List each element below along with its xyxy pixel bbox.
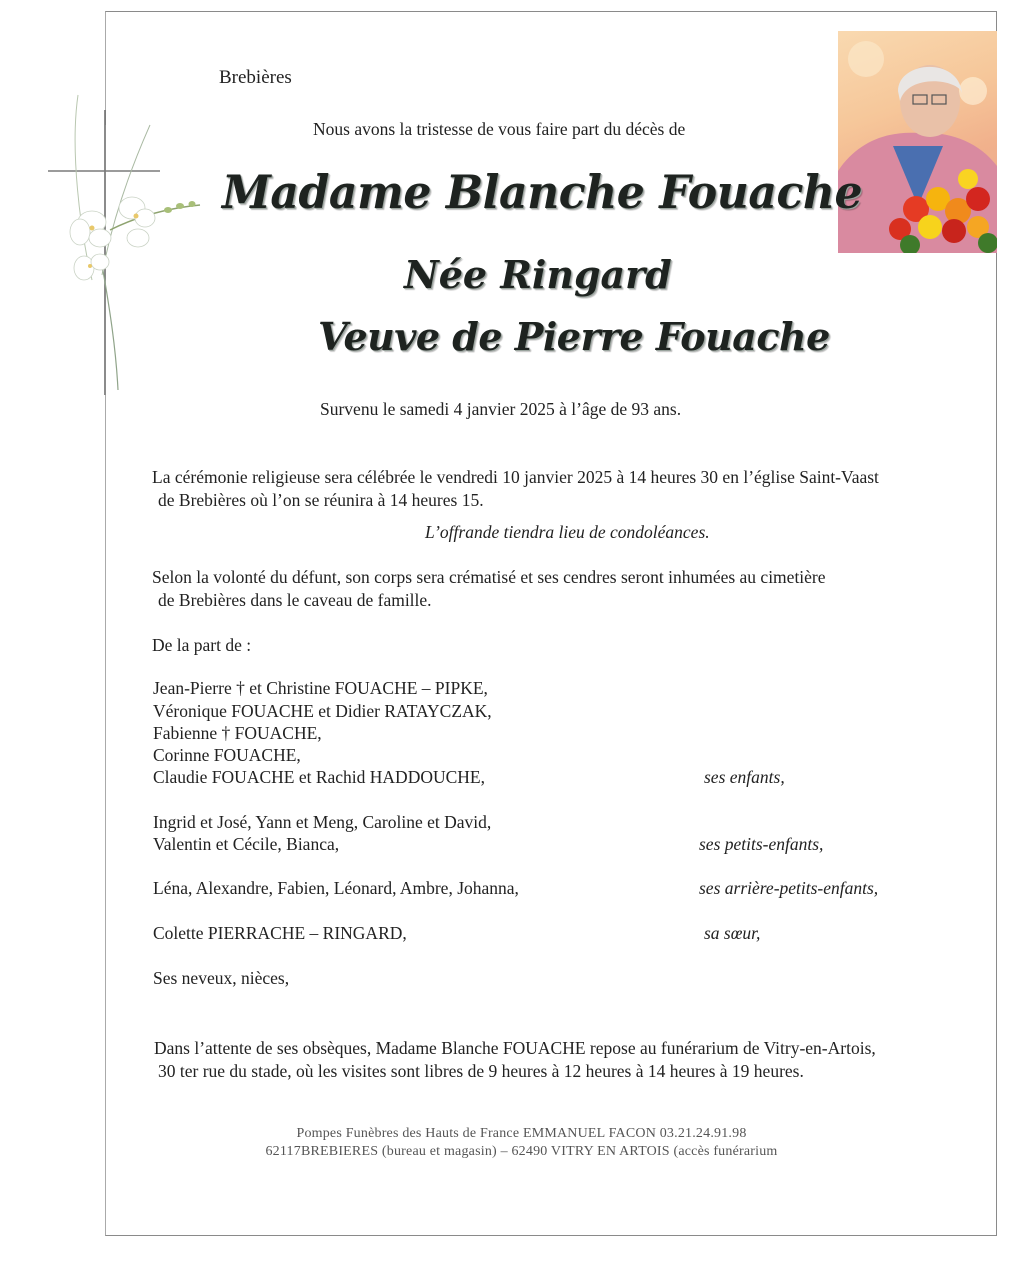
funeral-home-line-1: Pompes Funèbres des Hauts de France EMMANUEL FACON 03.21.24.91.98 — [296, 1126, 747, 1141]
ceremony-line-1: La cérémonie religieuse sera célébrée le vendredi 10 janvier 2025 à 14 heures 30 en l’église Saint-Vaast — [152, 467, 879, 487]
cremation-line-2: de Brebières dans le caveau de famille. — [158, 590, 432, 610]
place-name: Brebières — [219, 67, 292, 88]
cremation-line-1: Selon la volonté du défunt, son corps sera crématisé et ses cendres seront inhumées au cimetière — [152, 567, 826, 587]
family-role: ses enfants, — [704, 767, 785, 787]
maiden-name: Née Ringard — [404, 252, 672, 297]
family-line: Fabienne † FOUACHE, — [153, 723, 322, 743]
widow-of: Veuve de Pierre Fouache — [318, 314, 830, 359]
intro-text: Nous avons la tristesse de vous faire part du décès de — [313, 119, 686, 139]
ceremony-line-2: de Brebières où l’on se réunira à 14 heures 15. — [158, 490, 484, 510]
family-line: Léna, Alexandre, Fabien, Léonard, Ambre, Johanna, — [153, 878, 519, 898]
funeral-home-line-2: 62117BREBIERES (bureau et magasin) – 62490 VITRY EN ARTOIS (accès funérarium — [265, 1144, 778, 1159]
repose-line-1: Dans l’attente de ses obsèques, Madame Blanche FOUACHE repose au funérarium de Vitry-en-Artois, — [154, 1038, 876, 1058]
repose-line-2: 30 ter rue du stade, où les visites sont libres de 9 heures à 12 heures à 14 heures à 19 heures. — [158, 1061, 804, 1081]
from-label: De la part de : — [152, 635, 252, 655]
family-role: ses petits-enfants, — [699, 834, 824, 854]
family-line: Ses neveux, nièces, — [153, 968, 290, 988]
family-line: Valentin et Cécile, Bianca, — [153, 834, 340, 854]
family-role: sa sœur, — [704, 923, 761, 943]
family-line: Jean-Pierre † et Christine FOUACHE – PIPKE, — [153, 678, 488, 698]
portrait-photo — [838, 31, 997, 253]
family-line: Corinne FOUACHE, — [153, 745, 301, 765]
family-line: Claudie FOUACHE et Rachid HADDOUCHE, — [153, 767, 485, 787]
deceased-name: Madame Blanche Fouache — [222, 165, 863, 219]
offering-note: L’offrande tiendra lieu de condoléances. — [425, 522, 710, 542]
family-line: Ingrid et José, Yann et Meng, Caroline et David, — [153, 812, 492, 832]
death-date-text: Survenu le samedi 4 janvier 2025 à l’âge de 93 ans. — [320, 399, 682, 419]
family-role: ses arrière-petits-enfants, — [699, 878, 879, 898]
cross-orchid-decoration — [40, 90, 220, 400]
family-line: Véronique FOUACHE et Didier RATAYCZAK, — [153, 701, 492, 721]
family-line: Colette PIERRACHE – RINGARD, — [153, 923, 407, 943]
